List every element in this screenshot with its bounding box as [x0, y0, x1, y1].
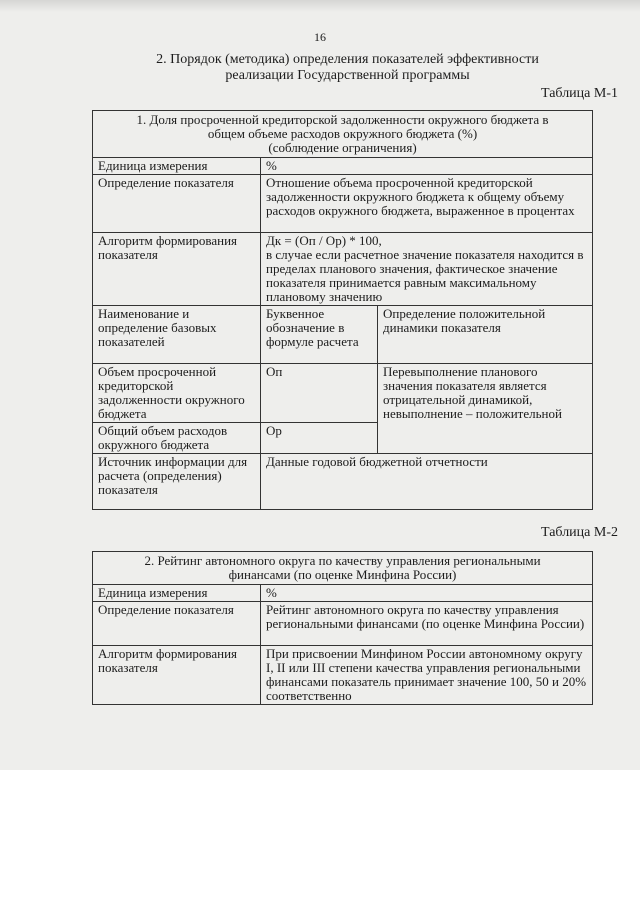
- table2-algorithm-value: При присвоении Минфином России автономному округу I, II или III степени качества управления региональными финансами показатель принимает значение 100, 50 и 20% соответственно: [261, 646, 593, 705]
- table1-base-row: [93, 364, 593, 423]
- table-m1: [92, 110, 593, 510]
- table1-unit-value: %: [261, 158, 593, 175]
- base-header-dynamics: Определение положительной динамики показателя: [378, 306, 593, 364]
- table1-caption-line3: (соблюдение ограничения): [268, 140, 417, 155]
- base-row-symbol: Ор: [261, 423, 378, 454]
- table1-caption: [93, 111, 593, 158]
- section-heading-line2: реализации Государственной программы: [225, 68, 470, 83]
- table1-definition-value: Отношение объема просроченной кредиторской задолженности окружного бюджета к общему объему расходов окружного бюджета, выраженное в процентах: [261, 175, 593, 233]
- table2-definition-row: [93, 602, 593, 646]
- table1-source-value: Данные годовой бюджетной отчетности: [261, 454, 593, 510]
- table1-base-header-row: [93, 306, 593, 364]
- table1-unit-label: Единица измерения: [93, 158, 261, 175]
- table1-algorithm-label: Алгоритм формирования показателя: [93, 233, 261, 306]
- table2-label: Таблица М-2: [541, 525, 618, 540]
- algorithm-note: в случае если расчетное значение показателя находится в пределах планового значения, фактическое значение показателя принимается равным максимальному плановому значению: [266, 247, 584, 304]
- table2-caption-row: [93, 552, 593, 585]
- base-row-name: Общий объем расходов окружного бюджета: [93, 423, 261, 454]
- base-header-name: Наименование и определение базовых показателей: [93, 306, 261, 364]
- table2-caption-line1: 2. Рейтинг автономного округа по качеству управления региональными: [144, 553, 541, 568]
- table2-algorithm-label: Алгоритм формирования показателя: [93, 646, 261, 705]
- table1-source-label: Источник информации для расчета (определения) показателя: [93, 454, 261, 510]
- scan-shadow: [0, 0, 640, 12]
- table2-algorithm-row: [93, 646, 593, 705]
- section-heading-line1: 2. Порядок (методика) определения показателей эффективности: [156, 52, 539, 67]
- table1-definition-row: [93, 175, 593, 233]
- table1-source-row: [93, 454, 593, 510]
- table2-unit-label: Единица измерения: [93, 585, 261, 602]
- table2-caption-line2: финансами (по оценке Минфина России): [228, 567, 457, 582]
- table1-algorithm-value: [261, 233, 593, 306]
- page-number: 16: [314, 30, 326, 44]
- table1-unit-row: [93, 158, 593, 175]
- algorithm-formula: Дк = (Оп / Ор) * 100,: [266, 233, 382, 248]
- base-row-symbol: Оп: [261, 364, 378, 423]
- table1-definition-label: Определение показателя: [93, 175, 261, 233]
- table2-unit-value: %: [261, 585, 593, 602]
- table2-definition-value: Рейтинг автономного округа по качеству управления региональными финансами (по оценке Минфина России): [261, 602, 593, 646]
- table1-caption-row: [93, 111, 593, 158]
- table1-label: Таблица М-1: [541, 86, 618, 101]
- base-dynamics-value: Перевыполнение планового значения показателя является отрицательной динамикой, невыполнение – положительной: [378, 364, 593, 454]
- table1-algorithm-row: [93, 233, 593, 306]
- table2-definition-label: Определение показателя: [93, 602, 261, 646]
- table1-caption-line1: 1. Доля просроченной кредиторской задолженности окружного бюджета в: [136, 112, 549, 127]
- table-m2: [92, 551, 593, 705]
- base-row-name: Объем просроченной кредиторской задолженности окружного бюджета: [93, 364, 261, 423]
- table2-unit-row: [93, 585, 593, 602]
- section-heading: [60, 52, 635, 84]
- table2-caption: [93, 552, 593, 585]
- base-header-symbol: Буквенное обозначение в формуле расчета: [261, 306, 378, 364]
- table1-caption-line2: общем объеме расходов окружного бюджета (%): [207, 126, 478, 141]
